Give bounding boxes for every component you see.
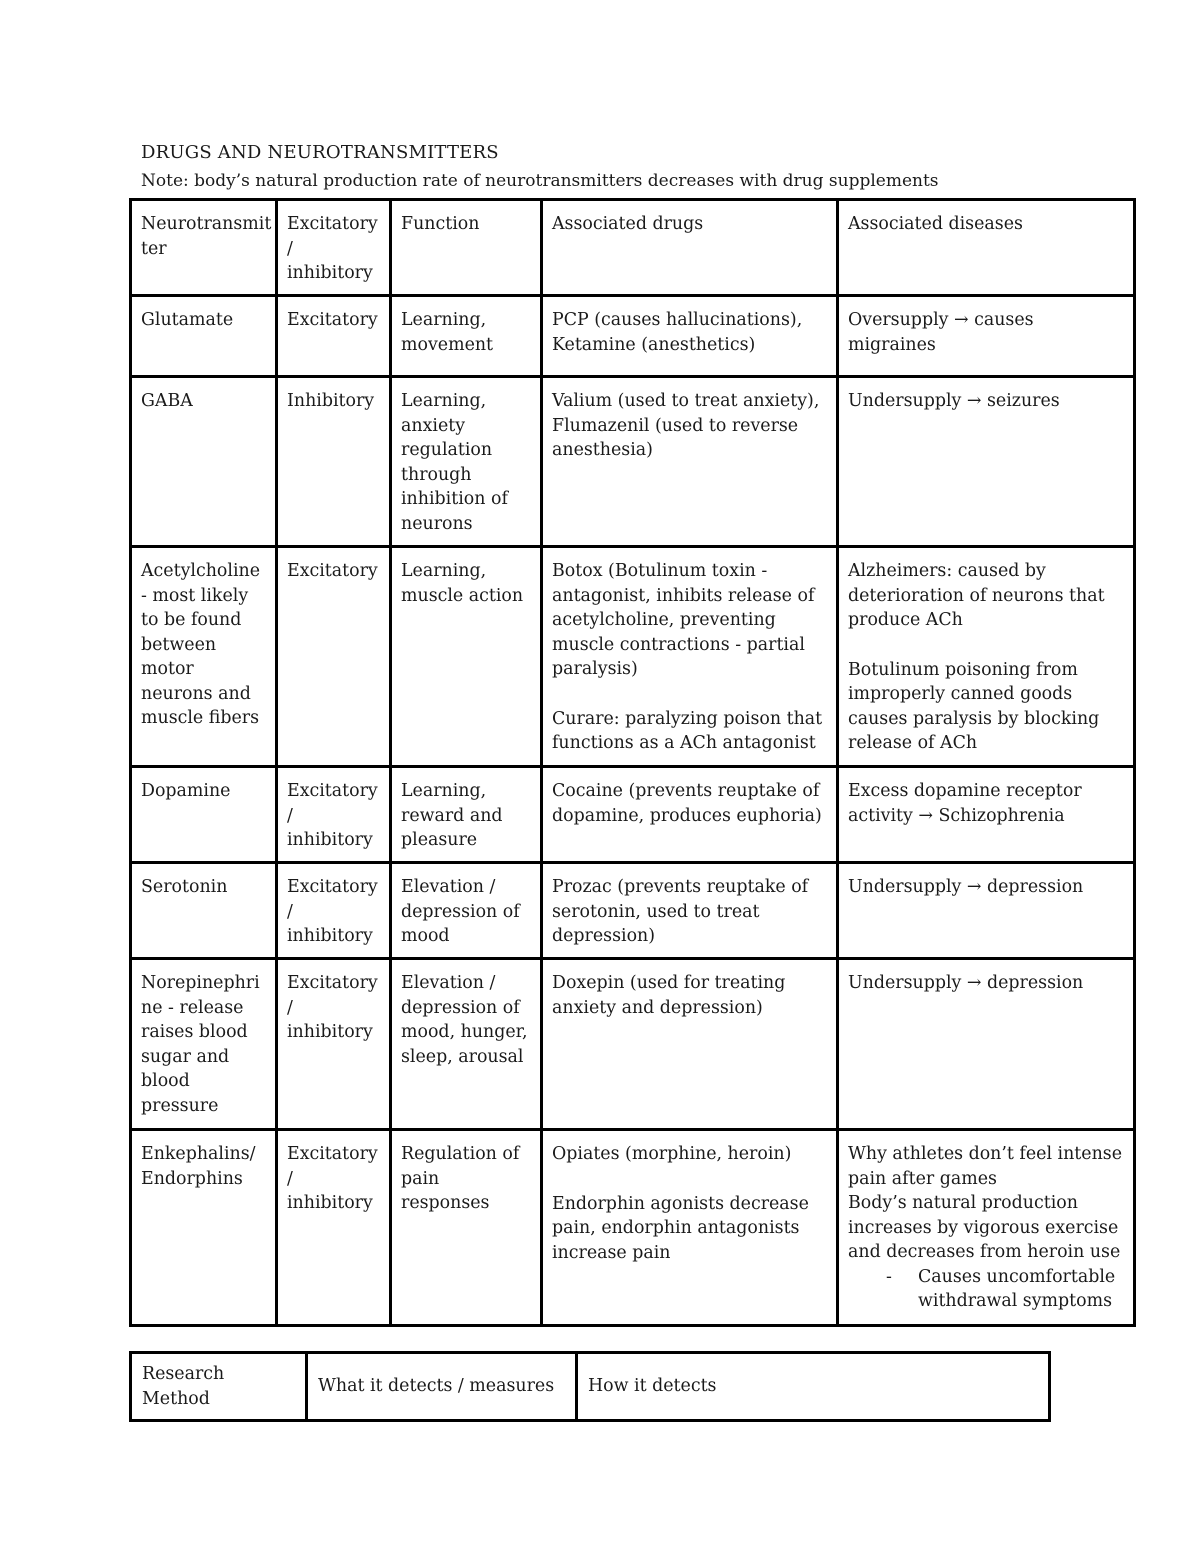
header-research-method: Research Method bbox=[131, 1353, 307, 1421]
drugs-text: Cocaine (prevents reuptake of dopamine, produces euphoria) bbox=[552, 781, 822, 826]
drugs-text: Opiates (morphine, heroin) bbox=[552, 1144, 792, 1164]
cell-diseases bbox=[838, 296, 1135, 377]
diseases-text: Oversupply → causes migraines bbox=[848, 310, 1034, 355]
research-header-row bbox=[131, 1353, 1050, 1421]
table-row bbox=[131, 547, 1135, 767]
table-row bbox=[131, 296, 1135, 377]
cell-type: Inhibitory bbox=[277, 377, 391, 547]
cell-drugs bbox=[542, 1130, 838, 1326]
cell-neurotransmitter: Acetylcholine - most likely to be found between motor neurons and muscle fibers bbox=[131, 547, 277, 767]
cell-diseases bbox=[838, 959, 1135, 1130]
diseases-text: Undersupply → depression bbox=[848, 877, 1084, 897]
drugs-text: Doxepin (used for treating anxiety and depression) bbox=[552, 973, 786, 1018]
cell-drugs bbox=[542, 959, 838, 1130]
header-what-it-detects: What it detects / measures bbox=[307, 1353, 577, 1421]
header-excitatory-inhibitory: Excitatory / inhibitory bbox=[277, 200, 391, 296]
cell-function: Learning, anxiety regulation through inhibition of neurons bbox=[391, 377, 542, 547]
drugs-text: PCP (causes hallucinations), Ketamine (anesthetics) bbox=[552, 310, 803, 355]
cell-drugs bbox=[542, 767, 838, 863]
diseases-text: Undersupply → seizures bbox=[848, 391, 1060, 411]
bullet-text: Causes uncomfortable withdrawal symptoms bbox=[918, 1266, 1116, 1311]
drugs-text: Endorphin agonists decrease pain, endorphin antagonists increase pain bbox=[552, 1193, 809, 1263]
research-method-table bbox=[129, 1351, 1051, 1422]
cell-diseases bbox=[838, 1130, 1135, 1326]
diseases-text: Alzheimers: caused by deterioration of neurons that produce ACh bbox=[848, 561, 1105, 630]
table-row bbox=[131, 377, 1135, 547]
cell-function: Learning, movement bbox=[391, 296, 542, 377]
cell-function: Learning, reward and pleasure bbox=[391, 767, 542, 863]
cell-drugs bbox=[542, 547, 838, 767]
header-function: Function bbox=[391, 200, 542, 296]
document-title: DRUGS AND NEUROTRANSMITTERS bbox=[141, 142, 499, 163]
cell-type: Excitatory / inhibitory bbox=[277, 1130, 391, 1326]
diseases-text: Body’s natural production increases by vigorous exercise and decreases from heroin use bbox=[848, 1193, 1121, 1262]
drugs-text: Curare: paralyzing poison that functions as a ACh antagonist bbox=[552, 708, 823, 753]
cell-neurotransmitter: GABA bbox=[131, 377, 277, 547]
drugs-text: Valium (used to treat anxiety), Flumazenil (used to reverse anesthesia) bbox=[552, 391, 820, 460]
table-header-row bbox=[131, 200, 1135, 296]
cell-neurotransmitter: Norepinephri ne - release raises blood sugar and blood pressure bbox=[131, 959, 277, 1130]
table-row bbox=[131, 1130, 1135, 1326]
cell-diseases bbox=[838, 767, 1135, 863]
header-associated-diseases: Associated diseases bbox=[838, 200, 1135, 296]
diseases-text: Why athletes don’t feel intense pain after games bbox=[848, 1144, 1122, 1189]
cell-diseases bbox=[838, 863, 1135, 959]
header-neurotransmitter: Neurotransmit ter bbox=[131, 200, 277, 296]
cell-neurotransmitter: Serotonin bbox=[131, 863, 277, 959]
diseases-bullet-item bbox=[848, 1265, 1125, 1314]
cell-diseases bbox=[838, 547, 1135, 767]
header-how-it-detects: How it detects bbox=[577, 1353, 1050, 1421]
document-note: Note: body’s natural production rate of neurotransmitters decreases with drug supplements bbox=[141, 171, 939, 191]
table-row bbox=[131, 959, 1135, 1130]
table-row bbox=[131, 863, 1135, 959]
cell-function: Elevation / depression of mood bbox=[391, 863, 542, 959]
bullet-dash: - bbox=[886, 1266, 892, 1287]
cell-type: Excitatory bbox=[277, 547, 391, 767]
cell-type: Excitatory / inhibitory bbox=[277, 767, 391, 863]
neurotransmitter-table bbox=[129, 198, 1136, 1327]
table-row bbox=[131, 767, 1135, 863]
drugs-text: Botox (Botulinum toxin - antagonist, inhibits release of acetylcholine, preventing muscle contractions - partial paralysis) bbox=[552, 561, 815, 679]
cell-type: Excitatory bbox=[277, 296, 391, 377]
cell-type: Excitatory / inhibitory bbox=[277, 959, 391, 1130]
cell-diseases bbox=[838, 377, 1135, 547]
header-associated-drugs: Associated drugs bbox=[542, 200, 838, 296]
cell-neurotransmitter: Glutamate bbox=[131, 296, 277, 377]
cell-neurotransmitter: Dopamine bbox=[131, 767, 277, 863]
cell-function: Learning, muscle action bbox=[391, 547, 542, 767]
cell-function: Regulation of pain responses bbox=[391, 1130, 542, 1326]
cell-neurotransmitter: Enkephalins/ Endorphins bbox=[131, 1130, 277, 1326]
diseases-text: Excess dopamine receptor activity → Schizophrenia bbox=[848, 781, 1082, 826]
diseases-text: Botulinum poisoning from improperly canned goods causes paralysis by blocking release of ACh bbox=[848, 659, 1100, 753]
cell-drugs bbox=[542, 863, 838, 959]
drugs-text: Prozac (prevents reuptake of serotonin, used to treat depression) bbox=[552, 877, 809, 946]
cell-drugs bbox=[542, 296, 838, 377]
cell-function: Elevation / depression of mood, hunger, sleep, arousal bbox=[391, 959, 542, 1130]
cell-drugs bbox=[542, 377, 838, 547]
diseases-text: Undersupply → depression bbox=[848, 973, 1084, 993]
cell-type: Excitatory / inhibitory bbox=[277, 863, 391, 959]
